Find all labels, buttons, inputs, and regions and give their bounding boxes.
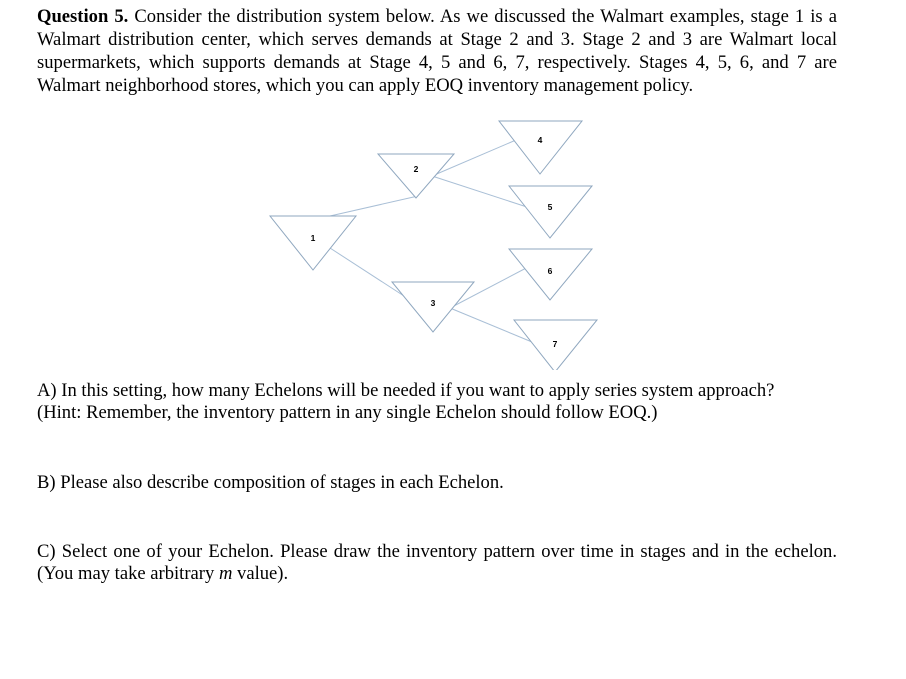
diagram-nodes: [270, 121, 597, 370]
question-text: [37, 5, 837, 97]
stage-label-1: 1: [310, 233, 316, 243]
stage-label-4: 4: [537, 135, 543, 145]
part-c-before: C) Select one of your Echelon. Please draw the inventory pattern over time in stages and in the echelon. (You may take arbitrary: [37, 541, 837, 584]
stage-node-6: [509, 249, 592, 300]
stage-label-5: 5: [547, 202, 553, 212]
edge-1-2: [330, 196, 418, 216]
edge-1-3: [330, 248, 404, 296]
part-c-after: value).: [232, 563, 289, 584]
distribution-diagram: [0, 110, 906, 370]
stage-node-4: [499, 121, 582, 174]
stage-node-7: [514, 320, 597, 370]
stage-label-7: 7: [552, 339, 558, 349]
part-a-line1: A) In this setting, how many Echelons will be needed if you want to apply series system approach?: [37, 380, 775, 401]
question-heading: Question 5.: [37, 6, 129, 27]
part-a-text: [37, 380, 837, 424]
stage-node-2: [378, 154, 454, 198]
stage-node-5: [509, 186, 592, 238]
question-body: Consider the distribution system below. As we discussed the Walmart examples, stage 1 is a Walmart distribution center, which serves demands at Stage 2 and 3. Stage 2 and 3 are Walmart local supermarkets, which supports demands at Stage 4, 5 and 6, 7, respectively. Stages 4, 5, 6, and 7 are Walmart neighborhood stores, which you can apply EOQ inventory management policy.: [37, 6, 837, 96]
part-c-text: [37, 541, 837, 585]
stage-label-3: 3: [430, 298, 436, 308]
stage-label-2: 2: [413, 164, 419, 174]
stage-node-1: [270, 216, 356, 270]
part-a-line2: (Hint: Remember, the inventory pattern in any single Echelon should follow EOQ.): [37, 402, 658, 423]
stage-node-3: [392, 282, 474, 332]
part-b-text: B) Please also describe composition of stages in each Echelon.: [37, 472, 504, 493]
stage-label-6: 6: [547, 266, 553, 276]
part-c-variable: m: [218, 563, 233, 584]
